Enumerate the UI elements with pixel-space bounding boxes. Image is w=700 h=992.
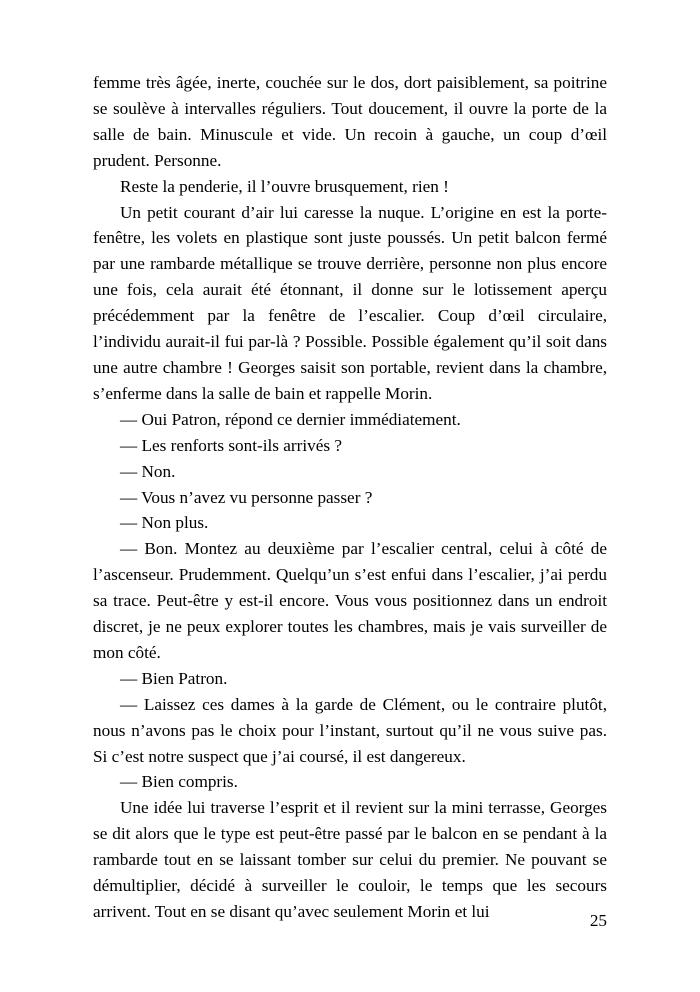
dialogue-line-bon-montez: — Bon. Montez au deuxième par l’escalier central, celui à côté de l’ascenseur. Prudemment. Quelqu’un s’est enfui dans l’escalier, j’ai perdu sa trace. Peut-être y est-il encore. Vous vous positionnez dans un endroit discret, je ne peux explorer toutes les chambres, mais je vais surveiller de mon côté. — [93, 539, 607, 662]
dialogue-line-non: — Non. — [120, 461, 176, 481]
dialogue-line-personne-passer: — Vous n’avez vu personne passer ? — [120, 487, 373, 507]
dialogue-line-oui-patron: — Oui Patron, répond ce dernier immédiatement. — [120, 409, 461, 429]
paragraph-courant-air: Un petit courant d’air lui caresse la nuque. L’origine en est la porte-fenêtre, les volets en plastique sont juste poussés. Un petit balcon fermé par une rambarde métallique se trouve derrière, personne non plus encore une fois, cela aurait été étonnant, il donne sur le lotissement aperçu précédemment par la fenêtre de l’escalier. Coup d’œil circulaire, l’individu aurait-il fui par-là ? Possible. Possible également qu’il soit dans une autre chambre ! Georges saisit son portable, revient dans la chambre, s’enferme dans la salle de bain et rappelle Morin. — [93, 202, 607, 403]
page-number: 25 — [589, 911, 607, 930]
paragraph-penderie: Reste la penderie, il l’ouvre brusquement, rien ! — [120, 176, 449, 196]
paragraph-continuation: femme très âgée, inerte, couchée sur le dos, dort paisiblement, sa poitrine se soulève à intervalles réguliers. Tout doucement, il ouvre la porte de la salle de bain. Minuscule et vide. Un recoin à gauche, un coup d’œil prudent. Personne. — [93, 73, 607, 170]
paragraph-une-idee: Une idée lui traverse l’esprit et il revient sur la mini terrasse, Georges se dit alors que le type est peut-être passé par le balcon en se pendant à la rambarde tout en se laissant tomber sur celui du premier. Ne pouvant se démultiplier, décidé à surveiller le couloir, le temps que les secours arrivent. Tout en se disant qu’avec seulement Morin et lui — [93, 798, 607, 921]
dialogue-line-non-plus: — Non plus. — [120, 513, 209, 533]
page-text-block — [93, 70, 607, 925]
dialogue-line-laissez-dames: — Laissez ces dames à la garde de Clément, ou le contraire plutôt, nous n’avons pas le choix pour l’instant, surtout qu’il ne vous suive pas. Si c’est notre suspect que j’ai coursé, il est dangereux. — [93, 694, 607, 766]
dialogue-line-bien-compris: — Bien compris. — [120, 772, 238, 792]
dialogue-line-bien-patron: — Bien Patron. — [120, 668, 228, 688]
dialogue-line-renforts: — Les renforts sont-ils arrivés ? — [120, 435, 342, 455]
